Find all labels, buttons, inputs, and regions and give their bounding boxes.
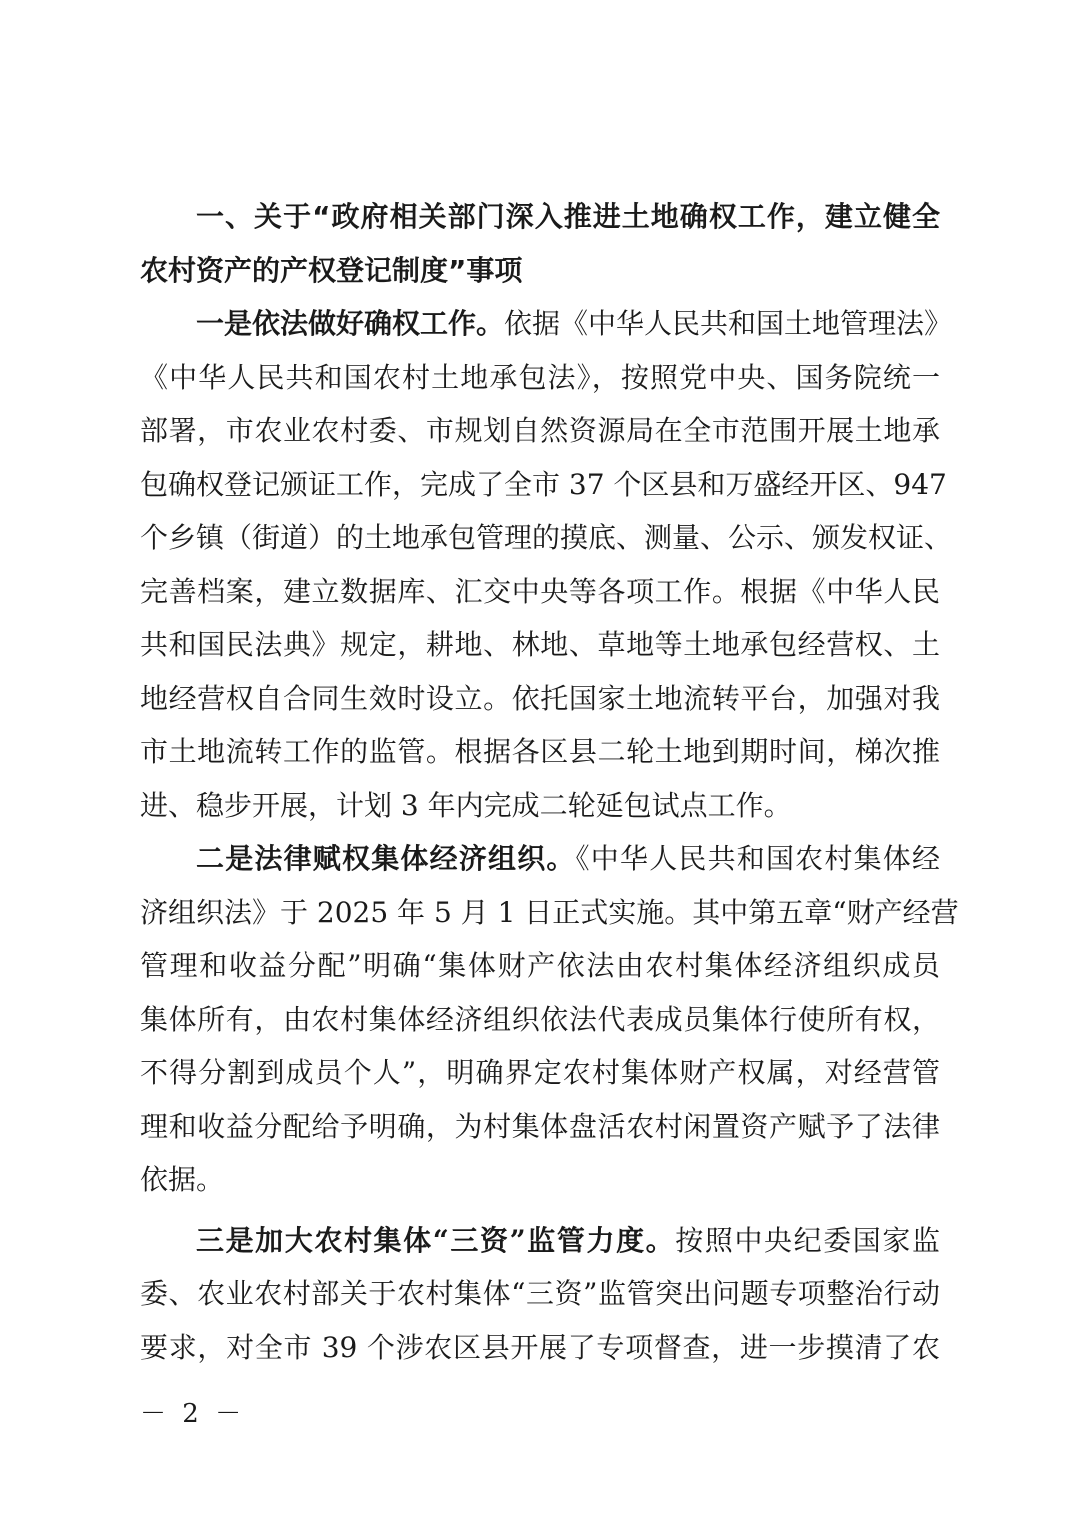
paragraph-1-line-1 xyxy=(140,297,953,351)
paragraph-3-line-1 xyxy=(140,1214,940,1268)
paragraph-2-line: 依据。 xyxy=(140,1163,225,1196)
paragraph-3 xyxy=(140,1214,940,1375)
document-body xyxy=(140,190,959,1374)
paragraph-2-lead: 二是法律赋权集体经济组织。 xyxy=(196,842,576,875)
paragraph-2-first-rest: 《中华人民共和国农村集体经 xyxy=(575,842,940,875)
paragraph-1-line: 部署，市农业农村委、市规划自然资源局在全市范围开展土地承 xyxy=(140,414,940,447)
paragraph-2-line: 集体所有，由农村集体经济组织依法代表成员集体行使所有权， xyxy=(140,1002,940,1036)
paragraph-1-line: 《中华人民共和国农村土地承包法》，按照党中央、国务院统一 xyxy=(140,360,940,394)
paragraph-2-line: 理和收益分配给予明确，为村集体盘活农村闲置资产赋予了法律 xyxy=(140,1109,940,1143)
page-number: － 2 － xyxy=(140,1399,246,1429)
paragraph-2-line: 济组织法》于 2025 年 5 月 1 日正式实施。其中第五章“财产经营 xyxy=(140,895,959,929)
paragraph-gap xyxy=(140,1207,940,1214)
paragraph-1-line: 个乡镇（街道）的土地承包管理的摸底、测量、公示、颁发权证、 xyxy=(140,521,953,554)
paragraph-1-line: 包确权登记颁证工作，完成了全市 37 个区县和万盛经开区、947 xyxy=(140,467,947,501)
paragraph-1-line: 市土地流转工作的监管。根据各区县二轮土地到期时间，梯次推 xyxy=(140,735,940,768)
paragraph-1-line: 共和国民法典》规定，耕地、林地、草地等土地承包经营权、土 xyxy=(140,628,940,661)
heading-line-1: 一、关于“政府相关部门深入推进土地确权工作，建立健全 xyxy=(196,200,940,233)
paragraph-2-line: 不得分割到成员个人”，明确界定农村集体财产权属，对经营管 xyxy=(140,1056,940,1089)
paragraph-2-line: 管理和收益分配”明确“集体财产依法由农村集体经济组织成员 xyxy=(140,949,940,982)
paragraph-1-line: 完善档案，建立数据库、汇交中央等各项工作。根据《中华人民 xyxy=(140,574,940,608)
paragraph-3-line: 要求，对全市 39 个涉农区县开展了专项督查，进一步摸清了农 xyxy=(140,1330,940,1364)
paragraph-1 xyxy=(140,297,953,832)
paragraph-1-first-rest: 依据《中华人民共和国土地管理法》 xyxy=(504,307,953,340)
paragraph-2-line-1 xyxy=(140,832,940,886)
paragraph-3-line: 委、农业农村部关于农村集体“三资”监管突出问题专项整治行动 xyxy=(140,1277,940,1310)
paragraph-1-line: 进、稳步开展，计划 3 年内完成二轮延包试点工作。 xyxy=(140,788,792,822)
paragraph-3-first-rest: 按照中央纪委国家监 xyxy=(675,1223,940,1257)
paragraph-1-lead: 一是依法做好确权工作。 xyxy=(196,307,505,340)
paragraph-1-line: 地经营权自合同生效时设立。依托国家土地流转平台，加强对我 xyxy=(140,681,940,715)
paragraph-2 xyxy=(140,832,959,1207)
heading-line-2: 农村资产的产权登记制度”事项 xyxy=(140,253,523,287)
paragraph-3-lead: 三是加大农村集体“三资”监管力度。 xyxy=(196,1223,676,1257)
section-heading xyxy=(140,190,940,297)
